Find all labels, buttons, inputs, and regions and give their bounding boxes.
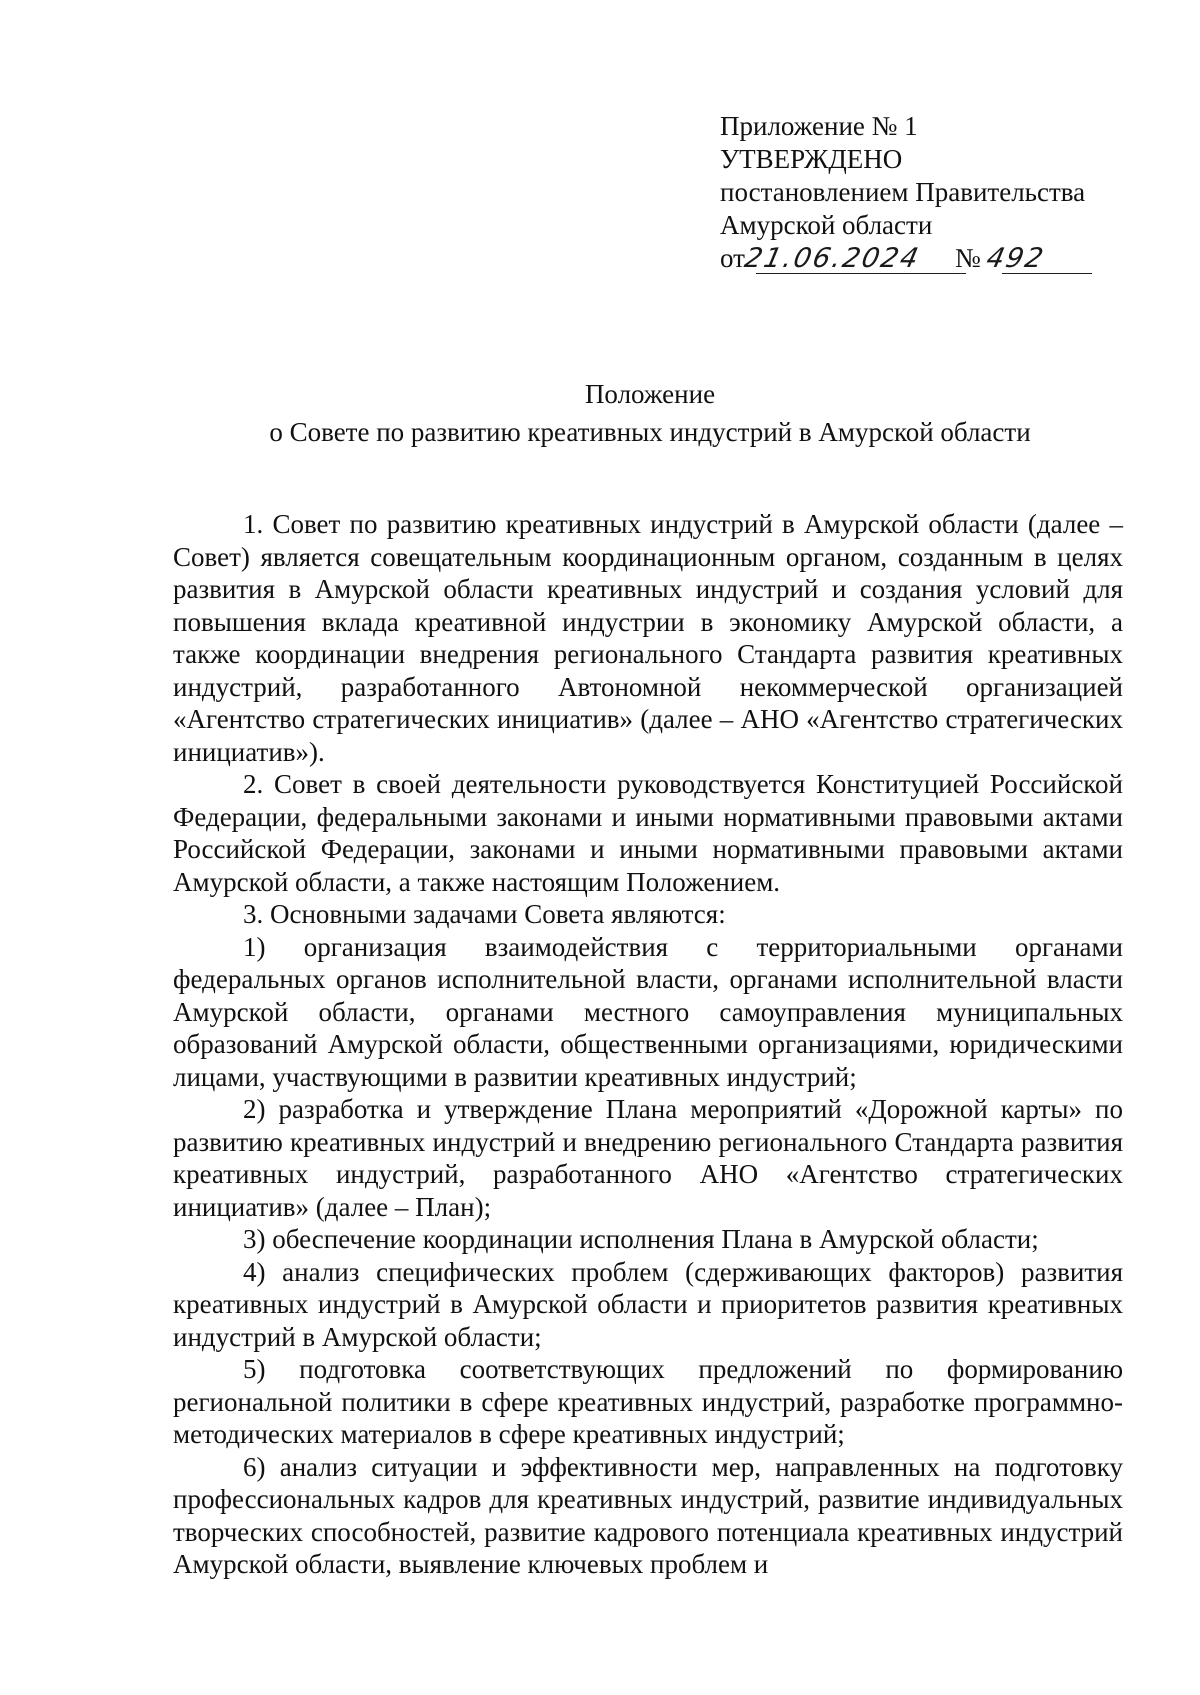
paragraph: 4) анализ специфических проблем (сдерживающих факторов) развития креативных индустрий в Амурской области и приоритетов развития креативных индустрий в Амурской области; [173,1256,1123,1352]
document-title [170,375,1130,451]
paragraph: 6) анализ ситуации и эффективности мер, направленных на подготовку профессиональных кадров для креативных индустрий, развитие индивидуальных творческих способностей, развитие кадрового потенциала креативных индустрий Амурской области, выявление ключевых проблем и [173,1451,1123,1579]
paragraph: 1. Совет по развитию креативных индустрий в Амурской области (далее – Совет) является совещательным координационным органом, созданным в целях развития в Амурской области креативных индустрий и создания условий для повышения вклада креативной индустрии в экономику Амурской области, а также координации внедрения регионального Стандарта развития креативных индустрий, разработанного Автономной некоммерческой организацией «Агентство стратегических инициатив» (далее – АНО «Агентство стратегических инициатив»). [173,509,1123,767]
paragraph: 1) организация взаимодействия с территориальными органами федеральных органов исполнительной власти, органами исполнительной власти Амурской области, органами местного самоуправления муниципальных образований Амурской области, общественными организациями, юридическими лицами, участвующими в развитии креативных индустрий; [173,931,1123,1092]
number-underline [1002,273,1092,274]
approval-block [720,110,1140,275]
paragraph: 2. Совет в своей деятельности руководствуется Конституцией Российской Федерации, федеральными законами и иными нормативными правовыми актами Российской Федерации, законами и иными нормативными правовыми актами Амурской области, а также настоящим Положением. [173,769,1123,897]
approved-by-line: постановлением Правительства [720,177,1086,207]
number-prefix: № [954,243,981,273]
decree-date-line [720,242,1140,275]
region-line: Амурской области [720,210,933,240]
approved-label: УТВЕРЖДЕНО [720,144,903,174]
paragraph: 3) обеспечение координации исполнения Плана в Амурской области; [243,1224,1039,1254]
paragraph: 3. Основными задачами Совета являются: [243,899,726,929]
paragraph: 5) подготовка соответствующих предложений по формированию региональной политики в сфере креативных индустрий, разработке программно-методических материалов в сфере креативных индустрий; [173,1354,1123,1449]
title-subheading: о Совете по развитию креативных индустрий в Амурской области [269,417,1031,447]
handwritten-number: 492 [983,243,1048,274]
date-prefix: от [720,243,745,273]
paragraph: 2) разработка и утверждение Плана мероприятий «Дорожной карты» по развитию креативных индустрий и внедрению регионального Стандарта развития креативных индустрий, разработанного АНО «Агентство стратегических инициатив» (далее – План); [173,1094,1123,1222]
appendix-number: Приложение № 1 [720,111,918,141]
date-underline [756,273,966,274]
title-heading: Положение [584,379,716,409]
handwritten-date: 21.06.2024 [741,243,923,274]
document-body [173,508,1123,1581]
